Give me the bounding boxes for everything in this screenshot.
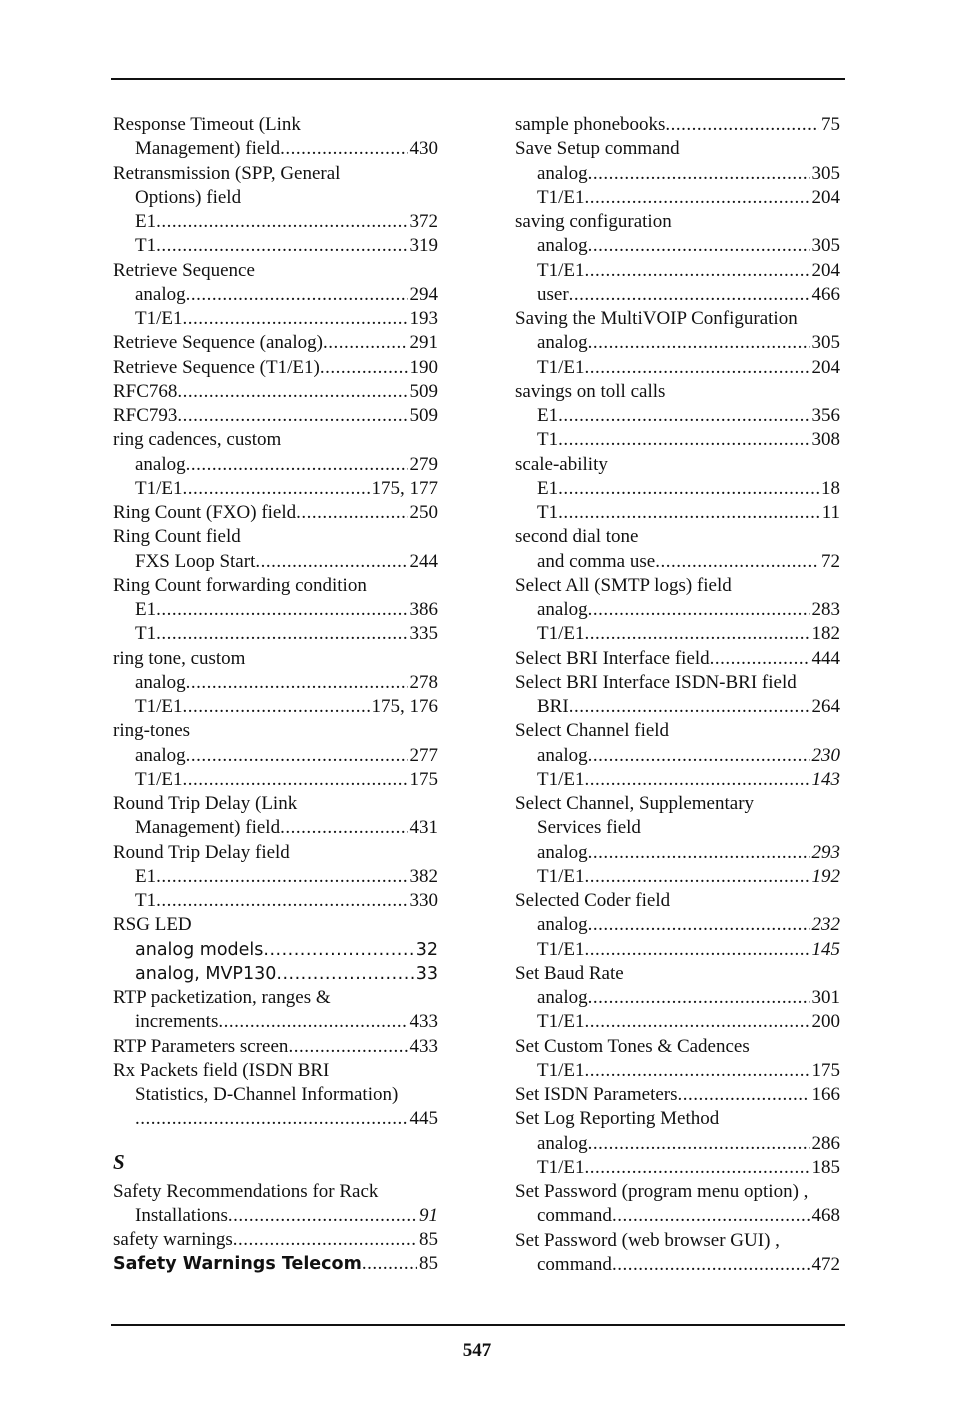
index-entry [113,501,438,525]
dot-leader [655,550,819,574]
index-term: analog [537,162,588,184]
index-entry: Round Trip Delay field [113,841,290,863]
index-page-ref: 91 [419,1204,438,1226]
index-subentry [515,501,840,525]
dot-leader [186,283,408,307]
index-subentry [515,234,840,258]
index-entry: Set Password (web browser GUI) , [515,1229,780,1251]
index-term: command [537,1253,612,1275]
index-entry: Set Baud Rate [515,962,624,984]
index-entry: Retrieve Sequence [113,259,255,281]
index-entry: second dial tone [515,526,639,548]
dot-leader [186,744,408,768]
index-entry: Select Channel field [515,720,670,742]
index-subentry [515,404,840,428]
index-subentry [515,986,840,1010]
index-entry: Safety Recommendations for Rack [113,1180,379,1202]
index-term: analog [537,332,588,354]
dot-leader [177,404,407,428]
index-subentry [515,865,840,889]
index-subentry [113,865,438,889]
index-term: analog [537,1132,588,1154]
index-page-ref: 18 [821,477,840,499]
index-subentry [113,210,438,234]
index-entry: Selected Coder field [515,890,671,911]
index-entry [113,1228,438,1252]
index-subentry [515,841,840,865]
index-term: Installations [135,1204,228,1226]
index-page-ref: 175, 177 [371,477,438,499]
dot-leader [588,234,810,258]
index-term: T1/E1 [537,768,585,790]
index-page-ref: 204 [811,186,840,208]
index-entry: ring cadences, custom [113,429,282,451]
index-subentry [515,283,840,307]
index-page-ref: 356 [811,405,840,426]
index-subentry [113,307,438,331]
dot-leader [320,356,408,380]
index-term: analog [135,283,186,305]
index-term: E1 [135,211,157,232]
index-term: Select BRI Interface field [515,647,710,669]
index-page-ref: 204 [811,356,840,378]
index-page-ref: 509 [409,405,438,426]
index-page-ref: 372 [409,211,438,232]
dot-leader [558,477,819,501]
dot-leader [186,453,408,477]
dot-leader [585,622,810,646]
index-page-ref: 509 [409,380,438,402]
index-entry: Response Timeout (Link [113,114,301,135]
dot-leader [585,865,810,889]
index-term: E1 [537,405,559,426]
index-subentry [113,671,438,695]
index-entry: savings on toll calls [515,380,666,402]
index-page-ref: 433 [409,1011,438,1033]
index-term: T1 [135,890,157,911]
index-subentry [515,428,840,452]
index-term: T1/E1 [135,477,183,499]
index-page-ref: 430 [409,138,438,160]
index-subentry [113,137,438,161]
index-term: analog [537,914,588,936]
dot-leader [558,428,809,452]
index-subentry [113,283,438,307]
index-term: analog [537,235,588,257]
index-term: T1/E1 [537,259,585,281]
dot-leader [585,938,810,962]
index-entry: Ring Count forwarding condition [113,574,367,596]
index-subentry [113,1204,438,1228]
index-term: analog [135,671,186,693]
index-page-ref: 145 [811,938,840,960]
dot-leader [218,1010,407,1034]
dot-leader [135,1107,408,1131]
index-page-ref: 279 [409,453,438,475]
index-page-ref: 32 [415,939,438,960]
dot-leader [585,1010,810,1034]
dot-leader [585,186,810,210]
index-entry [113,380,438,404]
dot-leader [183,695,370,719]
index-subentry [113,816,438,840]
index-term: T1/E1 [537,623,585,645]
index-subentry [515,1010,840,1034]
index-page-ref: 278 [409,671,438,693]
index-page-ref: 85 [419,1229,438,1250]
index-term: increments [135,1011,219,1033]
index-subentry [515,598,840,622]
index-page-ref: 264 [811,696,840,717]
index-entry [113,1035,438,1059]
index-subentry [515,913,840,937]
index-term: FXS Loop Start [135,550,256,572]
index-page-ref: 319 [409,235,438,257]
dot-leader [612,1204,810,1228]
index-page-ref: 286 [811,1132,840,1154]
index-term: E1 [537,477,559,499]
index-subentry [515,1253,840,1277]
index-entry: saving configuration [515,211,672,232]
index-subentry [113,695,438,719]
index-term: RFC793 [113,405,178,426]
dot-leader [276,962,413,986]
footer-rule [111,1324,845,1326]
dot-leader [558,501,820,525]
index-page-ref: 232 [811,914,840,936]
index-entry [515,113,840,137]
dot-leader [585,356,810,380]
index-page-ref: 192 [811,865,840,887]
dot-leader [280,137,407,161]
index-page-ref: 244 [409,550,438,572]
index-term: analog [537,987,588,1008]
dot-leader [588,986,810,1010]
index-subentry: Services field [537,817,641,839]
dot-leader [588,331,810,355]
index-term: T1/E1 [135,768,183,790]
dot-leader [263,938,413,962]
index-entry: Rx Packets field (ISDN BRI [113,1059,330,1081]
index-subentry [113,453,438,477]
index-page-ref: 72 [821,550,840,572]
index-term: E1 [135,865,157,887]
index-page-ref: 335 [409,623,438,645]
index-term: T1 [537,429,559,451]
index-subentry: Options) field [135,186,242,208]
section-letter: S [113,1149,125,1174]
index-entry: Select Channel, Supplementary [515,793,755,814]
index-entry: ring-tones [113,720,191,742]
index-entry: RTP packetization, ranges & [113,987,331,1008]
dot-leader [569,695,810,719]
dot-leader [183,768,408,792]
dot-leader [585,1156,810,1180]
index-page-ref: 250 [409,502,438,523]
index-term: analog [135,453,186,475]
index-entry: RSG LED [113,914,192,936]
index-page-ref: 305 [811,235,840,257]
index-subentry [113,1010,438,1034]
dot-leader [588,841,810,865]
index-subentry [515,331,840,355]
index-term: analog [537,744,588,766]
index-subentry [515,744,840,768]
index-term: Safety Warnings Telecom [113,1254,362,1275]
index-page-ref: 175 [811,1059,840,1081]
index-subentry [515,356,840,380]
index-term: safety warnings [113,1229,233,1250]
index-subentry [515,1132,840,1156]
index-entry: Select BRI Interface ISDN-BRI field [515,671,797,693]
index-subentry [515,768,840,792]
dot-leader [585,768,810,792]
index-page-ref: 305 [811,332,840,354]
index-page-ref: 75 [821,114,840,135]
dot-leader [156,210,407,234]
index-entry: Saving the MultiVOIP Configuration [515,308,798,329]
index-page-ref: 330 [409,890,438,911]
index-subentry [113,477,438,501]
index-page-ref: 175, 176 [371,696,438,717]
index-list-s-continued [515,113,840,1277]
dot-leader [362,1252,417,1276]
dot-leader [588,913,810,937]
dot-leader [255,550,407,574]
index-subentry [113,744,438,768]
index-term: Retrieve Sequence (T1/E1) [113,356,320,378]
index-term: analog [537,841,588,863]
index-entry: Set Log Reporting Method [515,1108,720,1130]
index-page-ref: 431 [409,817,438,839]
index-page-ref: 472 [811,1253,840,1275]
index-page-ref: 85 [419,1253,438,1275]
index-term: E1 [135,599,157,620]
index-term: T1/E1 [537,1011,585,1033]
dot-leader [288,1035,407,1059]
dot-leader [585,259,810,283]
index-entry: Round Trip Delay (Link [113,793,298,814]
dot-leader [177,380,407,404]
dot-leader [228,1204,417,1228]
index-entry [113,404,438,428]
dot-leader [183,307,408,331]
index-entry: Ring Count field [113,526,241,548]
index-term: T1/E1 [537,186,585,208]
index-column-left [113,113,438,1277]
index-term: T1/E1 [135,696,183,717]
index-subentry [515,550,840,574]
index-term: Retrieve Sequence (analog) [113,332,323,354]
index-term: and comma use [537,550,656,572]
index-page-ref: 182 [811,623,840,645]
index-subentry [113,1107,438,1131]
index-page-ref: 185 [811,1156,840,1178]
index-page-ref: 143 [811,768,840,790]
index-term: T1 [135,235,157,257]
index-term: T1/E1 [537,1059,585,1081]
index-page-ref: 433 [409,1035,438,1057]
dot-leader [156,889,407,913]
index-subentry [113,768,438,792]
index-subentry [113,938,438,962]
dot-leader [280,816,407,840]
index-term: command [537,1205,612,1227]
index-page-ref: 386 [409,599,438,620]
index-term: RFC768 [113,380,178,402]
index-subentry [515,622,840,646]
dot-leader [156,598,407,622]
index-page-ref: 230 [811,744,840,766]
index-entry: Set Custom Tones & Cadences [515,1035,750,1057]
index-subentry [515,477,840,501]
index-page-ref: 175 [409,768,438,790]
dot-leader [678,1083,810,1107]
index-page-ref: 166 [811,1084,840,1105]
index-entry [113,331,438,355]
index-term: Ring Count (FXO) field [113,502,297,523]
index-subentry [515,186,840,210]
index-term: Management) field [135,817,281,839]
dot-leader [588,162,810,186]
index-subentry [515,162,840,186]
index-term: analog, MVP130 [135,963,277,984]
index-term: T1/E1 [537,1156,585,1178]
dot-leader [183,477,370,501]
index-list-r [113,113,438,1132]
dot-leader [558,404,809,428]
index-page-ref: 382 [409,865,438,887]
index-page-ref: 445 [409,1108,438,1130]
index-subentry [515,1204,840,1228]
index-subentry [515,938,840,962]
index-page-ref: 468 [811,1205,840,1227]
index-term: analog [135,744,186,766]
index-entry [515,647,840,671]
index-entry: Save Setup command [515,138,680,160]
index-term: analog models [135,939,264,960]
index-term: T1 [135,623,157,645]
index-term: T1 [537,502,559,523]
index-term: analog [537,599,588,620]
index-subentry [113,962,438,986]
index-page-ref: 466 [811,283,840,305]
index-term: Management) field [135,138,281,160]
index-term: BRI [537,696,569,717]
index-page-ref: 204 [811,259,840,281]
index-page-ref: 291 [409,332,438,354]
page-number: 547 [462,1340,492,1361]
dot-leader [233,1228,417,1252]
index-subentry [515,695,840,719]
index-page-ref: 444 [811,647,840,669]
index-term: user [537,283,569,305]
index-page-ref: 308 [811,429,840,451]
index-subentry [113,889,438,913]
index-page-ref: 293 [811,841,840,863]
index-page-ref: 283 [811,599,840,620]
index-term: T1/E1 [537,865,585,887]
dot-leader [156,234,407,258]
dot-leader [612,1253,810,1277]
index-subentry [515,1059,840,1083]
dot-leader [156,622,407,646]
dot-leader [588,744,810,768]
index-page-ref: 294 [409,283,438,305]
dot-leader [585,1059,810,1083]
index-entry: Select All (SMTP logs) field [515,574,732,596]
dot-leader [186,671,408,695]
index-page-ref: 190 [409,356,438,378]
dot-leader [710,647,810,671]
index-page-ref: 193 [409,308,438,329]
index-subentry: Statistics, D-Channel Information) [135,1084,399,1105]
dot-leader [156,865,407,889]
index-subentry [113,598,438,622]
dot-leader [665,113,819,137]
index-subentry [113,234,438,258]
index-subentry [113,622,438,646]
index-term: Set ISDN Parameters [515,1084,678,1105]
index-term: T1/E1 [537,938,585,960]
index-entry: ring tone, custom [113,647,246,669]
dot-leader [588,598,810,622]
index-term: RTP Parameters screen [113,1035,289,1057]
index-list-s [113,1180,438,1277]
index-subentry [113,550,438,574]
index-page-ref: 33 [415,963,438,984]
index-page-ref: 11 [821,502,840,523]
index-term: T1/E1 [135,308,183,329]
index-entry [515,1083,840,1107]
index-entry: Retransmission (SPP, General [113,162,341,184]
index-page-ref: 200 [811,1011,840,1033]
index-term: sample phonebooks [515,114,666,135]
header-rule [111,78,845,80]
index-page-ref: 305 [811,162,840,184]
dot-leader [569,283,810,307]
dot-leader [296,501,407,525]
index-entry [113,1252,438,1276]
index-entry [113,356,438,380]
index-entry: Set Password (program menu option) , [515,1181,809,1202]
index-page-ref: 301 [811,987,840,1008]
index-page-ref: 277 [409,744,438,766]
index-subentry [515,1156,840,1180]
dot-leader [588,1132,810,1156]
index-column-right [515,113,840,1277]
dot-leader [323,331,408,355]
index-entry: scale-ability [515,453,608,475]
index-term: T1/E1 [537,356,585,378]
index-subentry [515,259,840,283]
